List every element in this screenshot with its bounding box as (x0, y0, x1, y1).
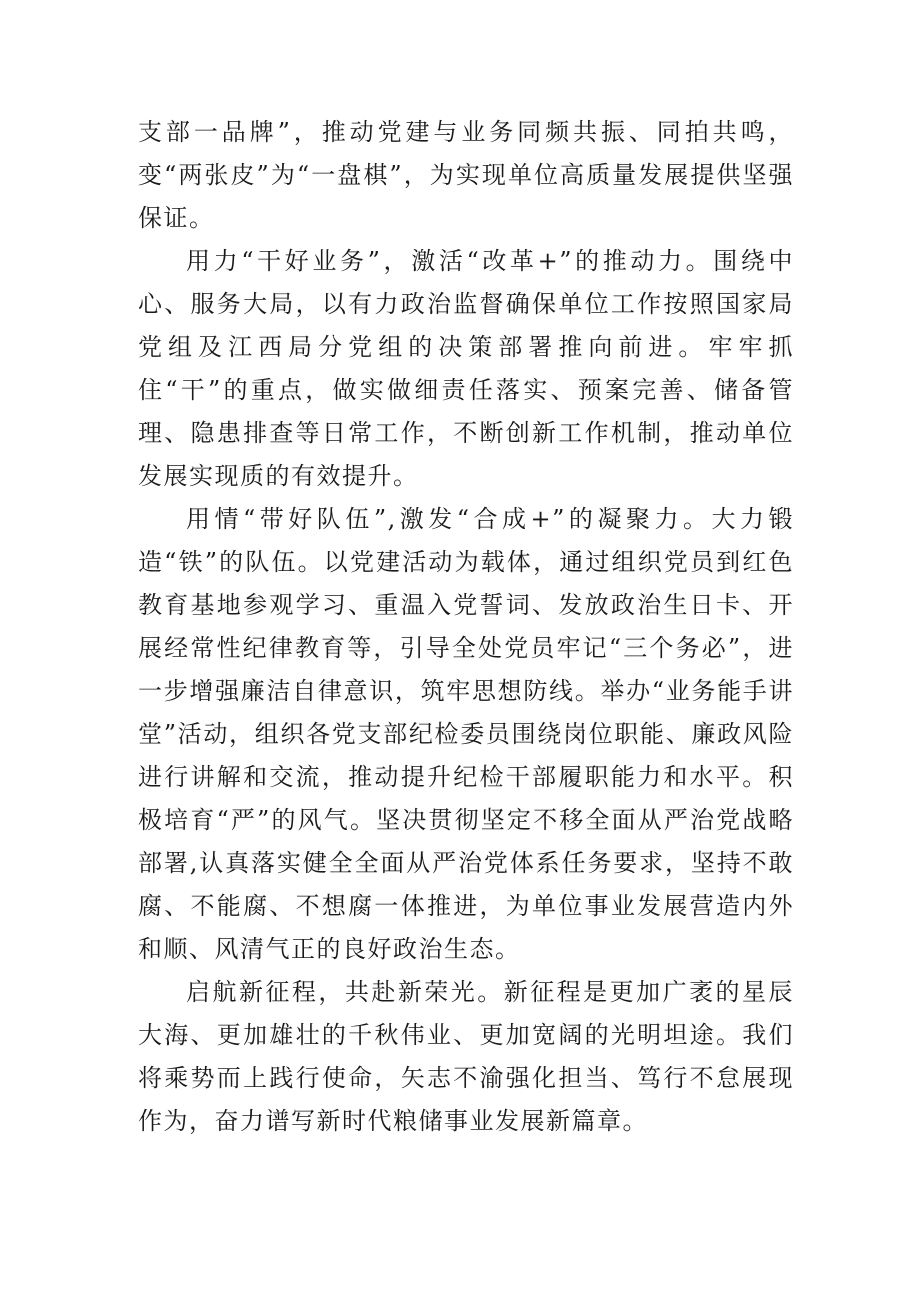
paragraph-3: 用情“带好队伍”,激发“合成+”的凝聚力。大力锻造“铁”的队伍。以党建活动为载体，通过组织党员到红色教育基地参观学习、重温入党誓词、发放政治生日卡、开展经常性纪律教育等，引导全处党员牢记“三个务必”，进一步增强廉洁自律意识，筑牢思想防线。举办“业务能手讲堂”活动，组织各党支部纪检委员围绕岗位职能、廉政风险进行讲解和交流，推动提升纪检干部履职能力和水平。积极培育“严”的风气。坚决贯彻坚定不移全面从严治党战略部署,认真落实健全全面从严治党体系任务要求，坚持不敢腐、不能腐、不想腐一体推进，为单位事业发展营造内外和顺、风清气正的良好政治生态。 (138, 505, 794, 963)
paragraph-1: 支部一品牌”，推动党建与业务同频共振、同拍共鸣，变“两张皮”为“一盘棋”，为实现单位高质量发展提供坚强保证。 (138, 118, 794, 232)
document-body (138, 111, 794, 1143)
paragraph-2: 用力“干好业务”，激活“改革+”的推动力。围绕中心、服务大局，以有力政治监督确保单位工作按照国家局党组及江西局分党组的决策部署推向前进。牢牢抓住“干”的重点，做实做细责任落实、预案完善、储备管理、隐患排查等日常工作，不断创新工作机制，推动单位发展实现质的有效提升。 (138, 247, 794, 490)
paragraph-4: 启航新征程，共赴新荣光。新征程是更加广袤的星辰大海、更加雄壮的千秋伟业、更加宽阔的光明坦途。我们将乘势而上践行使命，矢志不渝强化担当、笃行不怠展现作为，奋力谱写新时代粮储事业发展新篇章。 (138, 978, 794, 1135)
